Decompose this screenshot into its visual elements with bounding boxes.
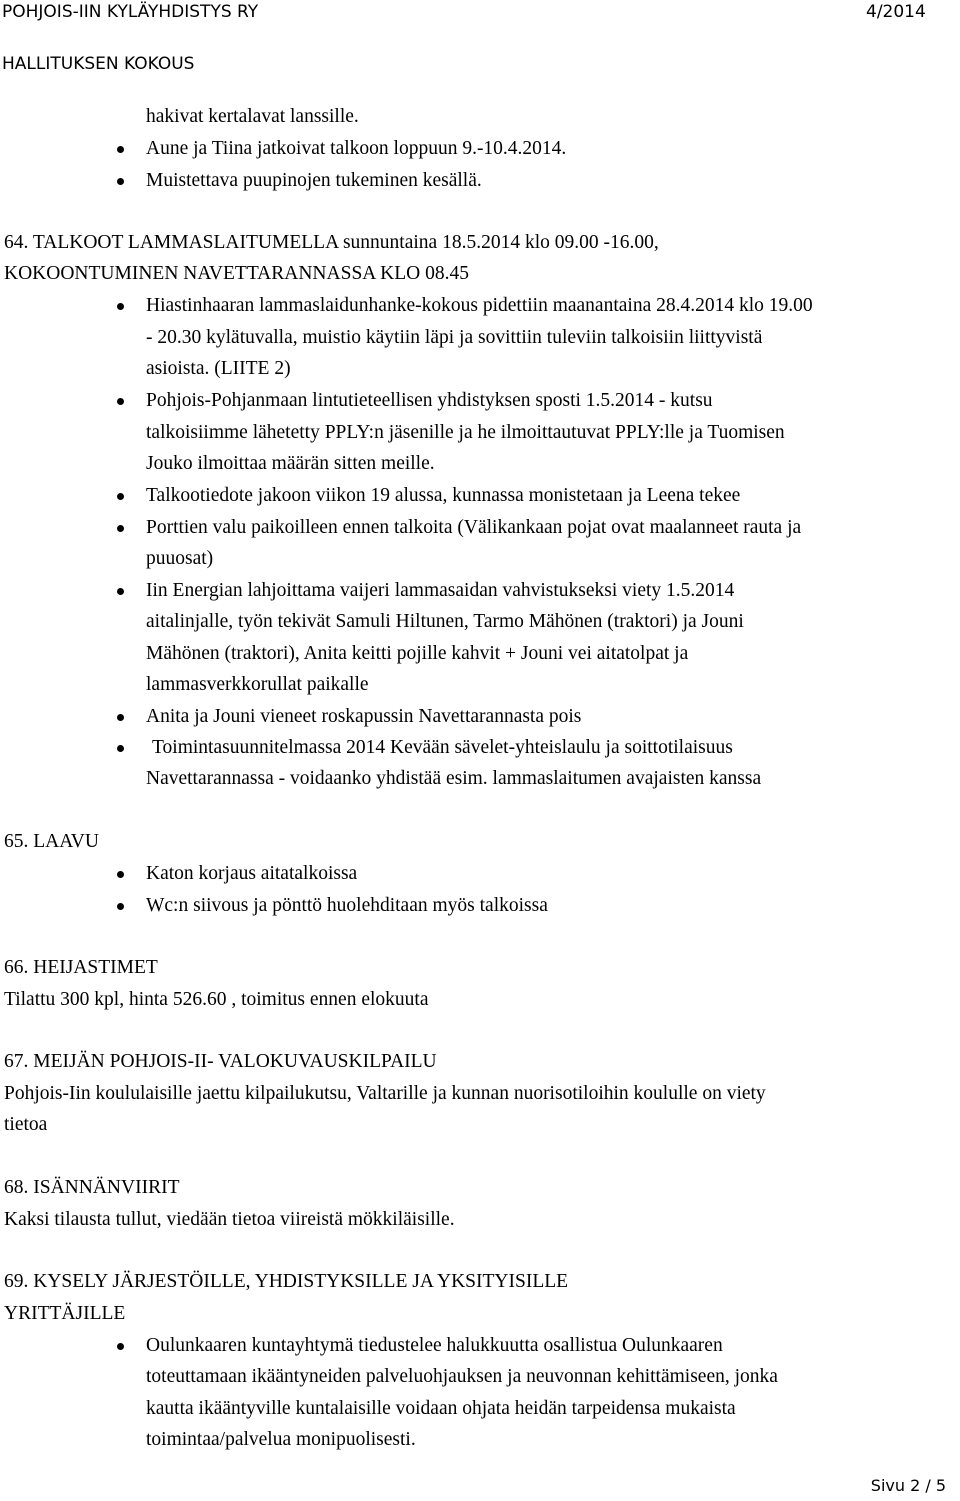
- bullet-icon: [117, 871, 124, 878]
- list-item: Hiastinhaaran lammaslaidunhanke-kokous pidettiin maanantaina 28.4.2014 klo 19.00: [146, 295, 813, 316]
- list-item: Iin Energian lahjoittama vaijeri lammasaidan vahvistukseksi viety 1.5.2014: [146, 580, 735, 601]
- list-item-cont: kautta ikääntyville kuntalaisille voidaan ohjata heidän tarpeidensa mukaista: [146, 1398, 736, 1419]
- list-item-cont: Jouko ilmoittaa määrän sitten meille.: [146, 453, 435, 474]
- section-heading-64: 64. TALKOOT LAMMASLAITUMELLA sunnuntaina 18.5.2014 klo 09.00 -16.00,: [4, 232, 659, 253]
- bullet-icon: [117, 714, 124, 721]
- list-item: Wc:n siivous ja pönttö huolehditaan myös talkoissa: [146, 895, 548, 916]
- section-heading-65: 65. LAAVU: [4, 831, 99, 852]
- paragraph: Tilattu 300 kpl, hinta 526.60 , toimitus ennen elokuuta: [4, 989, 429, 1010]
- list-item: Anita ja Jouni vieneet roskapussin Navettarannasta pois: [146, 706, 582, 727]
- list-item: Oulunkaaren kuntayhtymä tiedustelee halukkuutta osallistua Oulunkaaren: [146, 1335, 723, 1356]
- bullet-icon: [117, 146, 124, 153]
- list-item: Pohjois-Pohjanmaan lintutieteellisen yhdistyksen sposti 1.5.2014 - kutsu: [146, 390, 713, 411]
- list-item-cont: puuosat): [146, 548, 214, 569]
- org-name: POHJOIS-IIN KYLÄYHDISTYS RY: [2, 2, 259, 22]
- section-heading-66: 66. HEIJASTIMET: [4, 957, 158, 978]
- section-heading-68: 68. ISÄNNÄNVIIRIT: [4, 1177, 180, 1198]
- list-item: Talkootiedote jakoon viikon 19 alussa, kunnassa monistetaan ja Leena tekee: [146, 485, 741, 506]
- list-item-cont: Mähönen (traktori), Anita keitti pojille kahvit + Jouni vei aitatolpat ja: [146, 643, 689, 664]
- bullet-icon: [117, 178, 124, 185]
- bullet-icon: [117, 303, 124, 310]
- list-item-cont: Navettarannassa - voidaanko yhdistää esim. lammaslaitumen avajaisten kanssa: [146, 768, 762, 789]
- bullet-icon: [117, 745, 124, 752]
- list-item-cont: - 20.30 kylätuvalla, muistio käytiin läpi ja sovittiin tuleviin talkoisiin liittyvistä: [146, 327, 763, 348]
- bullet-icon: [117, 588, 124, 595]
- list-item-cont: lammasverkkorullat paikalle: [146, 674, 369, 695]
- list-item: Muistettava puupinojen tukeminen kesällä.: [146, 170, 482, 191]
- bullet-icon: [117, 398, 124, 405]
- text-line: hakivat kertalavat lanssille.: [146, 106, 359, 127]
- paragraph: Pohjois-Iin koululaisille jaettu kilpailukutsu, Valtarille ja kunnan nuorisotiloihin koululle on viety: [4, 1083, 766, 1104]
- list-item: Katon korjaus aitatalkoissa: [146, 863, 358, 884]
- paragraph: Kaksi tilausta tullut, viedään tietoa viireistä mökkiläisille.: [4, 1209, 455, 1230]
- list-item-cont: aitalinjalle, työn tekivät Samuli Hiltunen, Tarmo Mähönen (traktori) ja Jouni: [146, 611, 744, 632]
- list-item: Porttien valu paikoilleen ennen talkoita (Välikankaan pojat ovat maalanneet rauta ja: [146, 517, 802, 538]
- document-subtitle: HALLITUKSEN KOKOUS: [2, 54, 195, 74]
- bullet-icon: [117, 1343, 124, 1350]
- bullet-icon: [117, 903, 124, 910]
- section-heading-69: 69. KYSELY JÄRJESTÖILLE, YHDISTYKSILLE JA YKSITYISILLE: [4, 1271, 569, 1292]
- list-item: Aune ja Tiina jatkoivat talkoon loppuun 9.-10.4.2014.: [146, 138, 567, 159]
- issue-number: 4/2014: [866, 2, 926, 22]
- section-heading-69-cont: YRITTÄJILLE: [4, 1303, 126, 1324]
- list-item: Toimintasuunnitelmassa 2014 Kevään sävelet-yhteislaulu ja soittotilaisuus: [152, 737, 733, 758]
- bullet-icon: [117, 525, 124, 532]
- list-item-cont: toteuttamaan ikääntyneiden palveluohjauksen ja neuvonnan kehittämiseen, jonka: [146, 1366, 778, 1387]
- page-number: Sivu 2 / 5: [870, 1476, 946, 1495]
- paragraph-cont: tietoa: [4, 1114, 48, 1135]
- list-item-cont: talkoisiimme lähetetty PPLY:n jäsenille ja he ilmoittautuvat PPLY:lle ja Tuomisen: [146, 422, 785, 443]
- section-heading-67: 67. MEIJÄN POHJOIS-II- VALOKUVAUSKILPAILU: [4, 1051, 437, 1072]
- list-item-cont: toimintaa/palvelua monipuolisesti.: [146, 1429, 416, 1450]
- bullet-icon: [117, 493, 124, 500]
- list-item-cont: asioista. (LIITE 2): [146, 358, 291, 379]
- section-heading-64-cont: KOKOONTUMINEN NAVETTARANNASSA KLO 08.45: [4, 263, 469, 284]
